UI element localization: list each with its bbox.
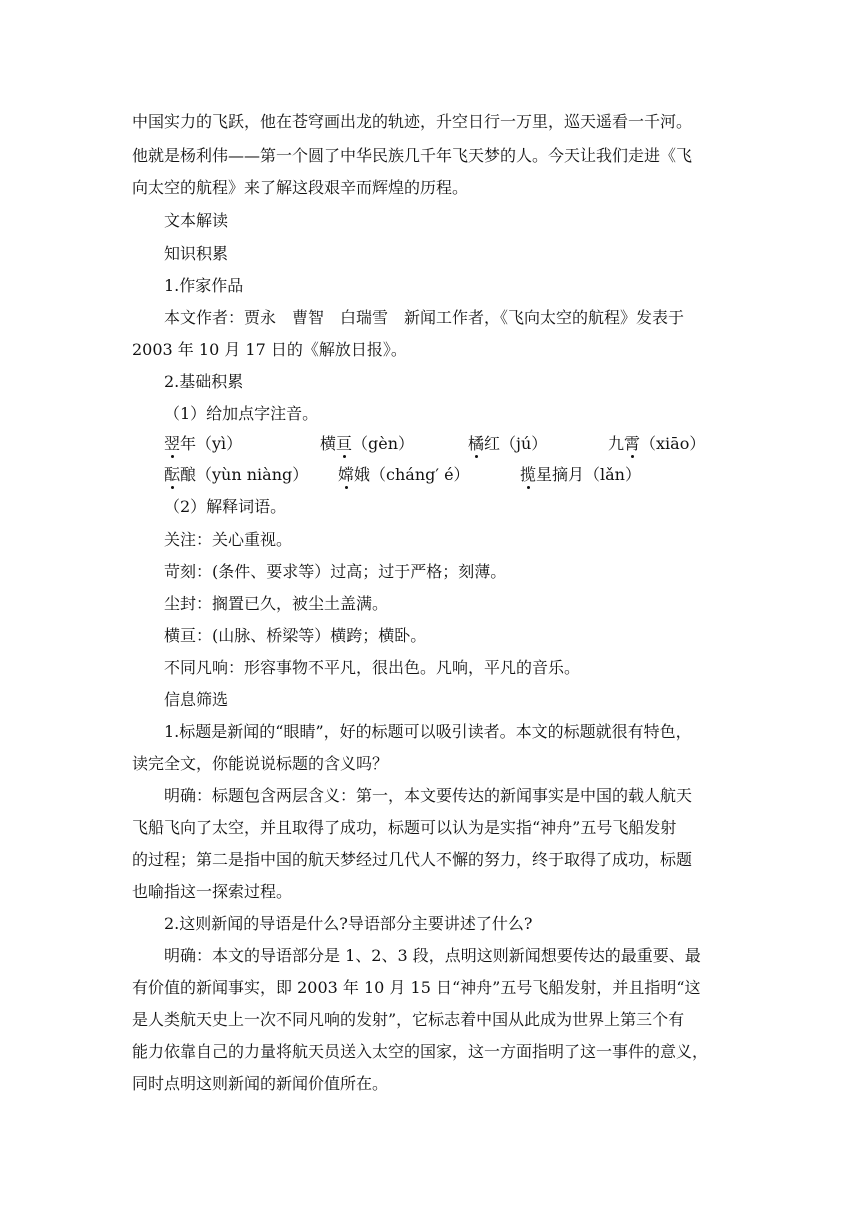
answer-line: 能力依靠自己的力量将航天员送入太空的国家，这一方面指明了这一事件的意义， — [132, 1042, 709, 1061]
pinyin-item: 翌年（yì） — [164, 434, 243, 453]
question-line: 2.这则新闻的导语是什么?导语部分主要讲述了什么? — [164, 914, 533, 933]
answer-line: 也喻指这一探索过程。 — [132, 882, 293, 901]
answer-line: 飞船飞向了太空，并且取得了成功，标题可以认为是实指“神舟”五号飞船发射 — [132, 818, 677, 837]
definition-line: 横亘：(山脉、桥梁等）横跨；横卧。 — [164, 626, 427, 645]
section-heading: 文本解读 — [164, 211, 229, 230]
answer-line: 明确：标题包含两层含义：第一，本文要传达的新闻事实是中国的载人航天 — [164, 786, 693, 805]
definition-line: 关注：关心重视。 — [164, 530, 293, 549]
subsection-heading: 1.作家作品 — [164, 276, 244, 295]
question-line: （1）给加点字注音。 — [164, 404, 319, 423]
pinyin-item: 橘红（jú） — [468, 434, 548, 453]
pinyin-item: 九霄（xiāo） — [608, 434, 706, 453]
definition-line: 苛刻：(条件、要求等）过高；过于严格；刻薄。 — [164, 562, 507, 581]
answer-line: 有价值的新闻事实，即 2003 年 10 月 15 日“神舟”五号飞船发射，并且指明“这 — [132, 978, 701, 997]
paragraph-line: 中国实力的飞跃，他在苍穹画出龙的轨迹，升空日行一万里，巡天遥看一千河。 — [132, 112, 693, 131]
paragraph-line: 向太空的航程》来了解这段艰辛而辉煌的历程。 — [132, 178, 469, 197]
paragraph-line: 他就是杨利伟——第一个圆了中华民族几千年飞天梦的人。今天让我们走进《飞 — [132, 146, 693, 165]
section-heading: 信息筛选 — [164, 690, 229, 709]
pinyin-item: 揽星摘月（lǎn） — [520, 465, 641, 484]
answer-line: 明确：本文的导语部分是 1、2、3 段，点明这则新闻想要传达的最重要、最 — [164, 946, 701, 965]
pinyin-item: 酝酿（yùn niàng） — [164, 465, 309, 484]
pinyin-item: 横亘（gèn） — [320, 434, 415, 453]
question-line: 读完全文，你能说说标题的含义吗？ — [132, 754, 389, 773]
definition-line: 尘封：搁置已久，被尘土盖满。 — [164, 594, 389, 613]
answer-line: 是人类航天史上一次不同凡响的发射”，它标志着中国从此成为世界上第三个有 — [132, 1010, 685, 1029]
question-line: 1.标题是新闻的“眼睛”，好的标题可以吸引读者。本文的标题就很有特色， — [164, 722, 692, 741]
question-line: （2）解释词语。 — [164, 497, 287, 516]
answer-line: 的过程；第二是指中国的航天梦经过几代人不懈的努力，终于取得了成功，标题 — [132, 850, 693, 869]
section-heading: 知识积累 — [164, 244, 229, 263]
paragraph-line: 2003 年 10 月 17 日的《解放日报》。 — [132, 340, 407, 359]
definition-line: 不同凡响：形容事物不平凡，很出色。凡响，平凡的音乐。 — [164, 658, 581, 677]
pinyin-item: 嫦娥（cháng′ é） — [338, 465, 470, 484]
subsection-heading: 2.基础积累 — [164, 372, 244, 391]
paragraph-line: 本文作者：贾永 曹智 白瑞雪 新闻工作者，《飞向太空的航程》发表于 — [164, 308, 685, 327]
answer-line: 同时点明这则新闻的新闻价值所在。 — [132, 1074, 389, 1093]
